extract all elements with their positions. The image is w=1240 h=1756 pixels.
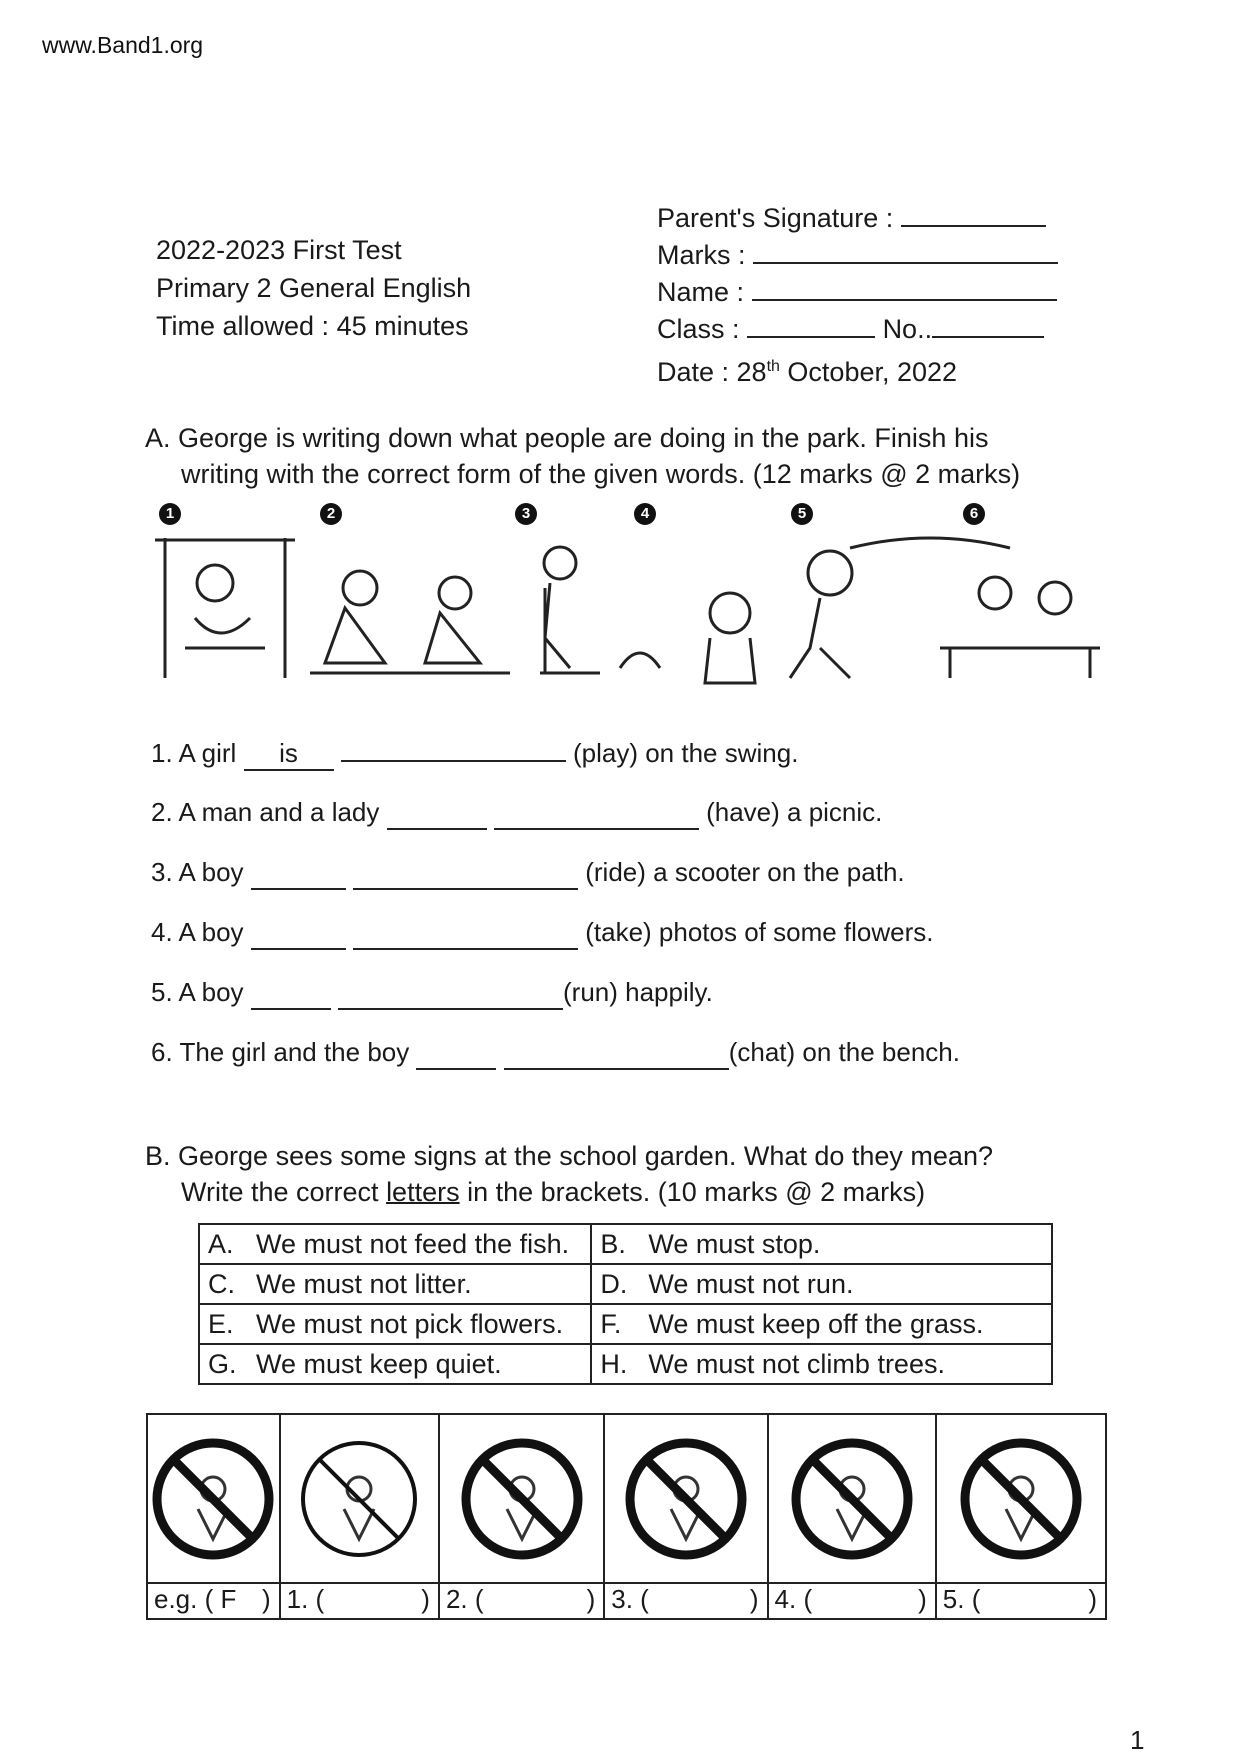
answer-blank-5a[interactable] <box>251 977 331 1010</box>
signs-table <box>146 1413 1107 1620</box>
answer-blank-4b[interactable] <box>353 917 578 950</box>
answer-bracket-2[interactable]: 2. ( ) <box>445 1584 596 1614</box>
no-fish-sign-icon <box>440 1415 603 1584</box>
watermark-url: www.Band1.org <box>42 32 204 58</box>
answer-blank-2a[interactable] <box>387 797 487 830</box>
table-row: C. We must not litter. D. We must not run. <box>199 1264 1052 1304</box>
sign-cell <box>937 1415 1105 1618</box>
picture-number-3: 3 <box>515 503 537 525</box>
answer-blank-5b[interactable] <box>338 977 563 1010</box>
table-row: A. We must not feed the fish. B. We must stop. <box>199 1224 1052 1264</box>
question-3: 3. A boy (ride) a scooter on the path. <box>151 857 905 890</box>
question-1: 1. A girl is (play) on the swing. <box>151 738 798 771</box>
picture-number-4: 4 <box>634 503 656 525</box>
test-info <box>156 231 471 345</box>
answer-blank-4a[interactable] <box>251 917 346 950</box>
date: Date : 28th October, 2022 <box>657 357 958 387</box>
no-run-sign-icon <box>769 1415 935 1584</box>
answer-blank-1a[interactable]: is <box>244 738 334 771</box>
answer-blank-2b[interactable] <box>494 797 699 830</box>
sign-meanings-table <box>198 1223 1053 1385</box>
answer-blank-3b[interactable] <box>353 857 578 890</box>
marks-field[interactable]: Marks : <box>657 237 1058 274</box>
table-row: G. We must keep quiet. H. We must not climb trees. <box>199 1344 1052 1384</box>
test-subject: Primary 2 General English <box>156 273 472 303</box>
sign-cell <box>440 1415 605 1618</box>
test-title: 2022-2023 First Test <box>156 235 402 265</box>
answer-blank-6a[interactable] <box>416 1037 496 1070</box>
girl-on-swing-drawing <box>155 538 295 678</box>
sign-cell <box>281 1415 440 1618</box>
picture-number-2: 2 <box>320 503 342 525</box>
question-4: 4. A boy (take) photos of some flowers. <box>151 917 934 950</box>
picture-number-1: 1 <box>159 503 181 525</box>
picnic-drawing <box>310 571 510 673</box>
section-b-instructions: B. George sees some signs at the school garden. What do they mean? Write the correct letters in the brackets. (10 marks @ 2 marks) <box>145 1141 993 1207</box>
answer-bracket-3[interactable]: 3. ( ) <box>611 1584 759 1614</box>
sign-cell <box>148 1415 281 1618</box>
student-info <box>657 200 1058 391</box>
park-illustration <box>150 528 1120 703</box>
parent-signature-field[interactable]: Parent's Signature : <box>657 200 1058 237</box>
answer-bracket-0[interactable]: e.g. ( F ) <box>154 1584 271 1614</box>
question-5: 5. A boy (run) happily. <box>151 977 713 1010</box>
time-allowed: Time allowed : 45 minutes <box>156 311 469 341</box>
answer-bracket-5[interactable]: 5. ( ) <box>942 1584 1098 1614</box>
answer-blank-1b[interactable] <box>341 760 566 762</box>
question-6: 6. The girl and the boy (chat) on the bench. <box>151 1037 960 1070</box>
boy-on-scooter-drawing <box>540 547 600 673</box>
children-on-bench-drawing <box>850 538 1100 678</box>
answer-blank-3a[interactable] <box>251 857 346 890</box>
no-grass-sign-icon <box>148 1415 279 1584</box>
sign-cell <box>769 1415 937 1618</box>
no-flower-sign-icon <box>605 1415 766 1584</box>
sign-cell <box>605 1415 768 1618</box>
boy-taking-photos-drawing <box>620 593 755 683</box>
table-row: E. We must not pick flowers. F. We must keep off the grass. <box>199 1304 1052 1344</box>
class-field[interactable]: Class : No.. <box>657 311 1058 348</box>
question-2: 2. A man and a lady (have) a picnic. <box>151 797 882 830</box>
picture-number-6: 6 <box>963 503 985 525</box>
section-a-instructions: A. George is writing down what people are doing in the park. Finish his writing with the correct form of the given words. (12 marks @ 2 marks) <box>145 423 1021 489</box>
name-field[interactable]: Name : <box>657 274 1058 311</box>
answer-bracket-1[interactable]: 1. ( ) <box>286 1584 430 1614</box>
no-climb-tree-sign-icon <box>281 1415 438 1584</box>
answer-bracket-4[interactable]: 4. ( ) <box>774 1584 927 1614</box>
no-litter-sign-icon <box>937 1415 1105 1584</box>
picture-number-5: 5 <box>791 503 813 525</box>
answer-blank-6b[interactable] <box>504 1037 729 1070</box>
boy-running-drawing <box>790 551 852 678</box>
no-label: No.. <box>882 314 933 344</box>
page-number: 1 <box>1130 1725 1145 1755</box>
